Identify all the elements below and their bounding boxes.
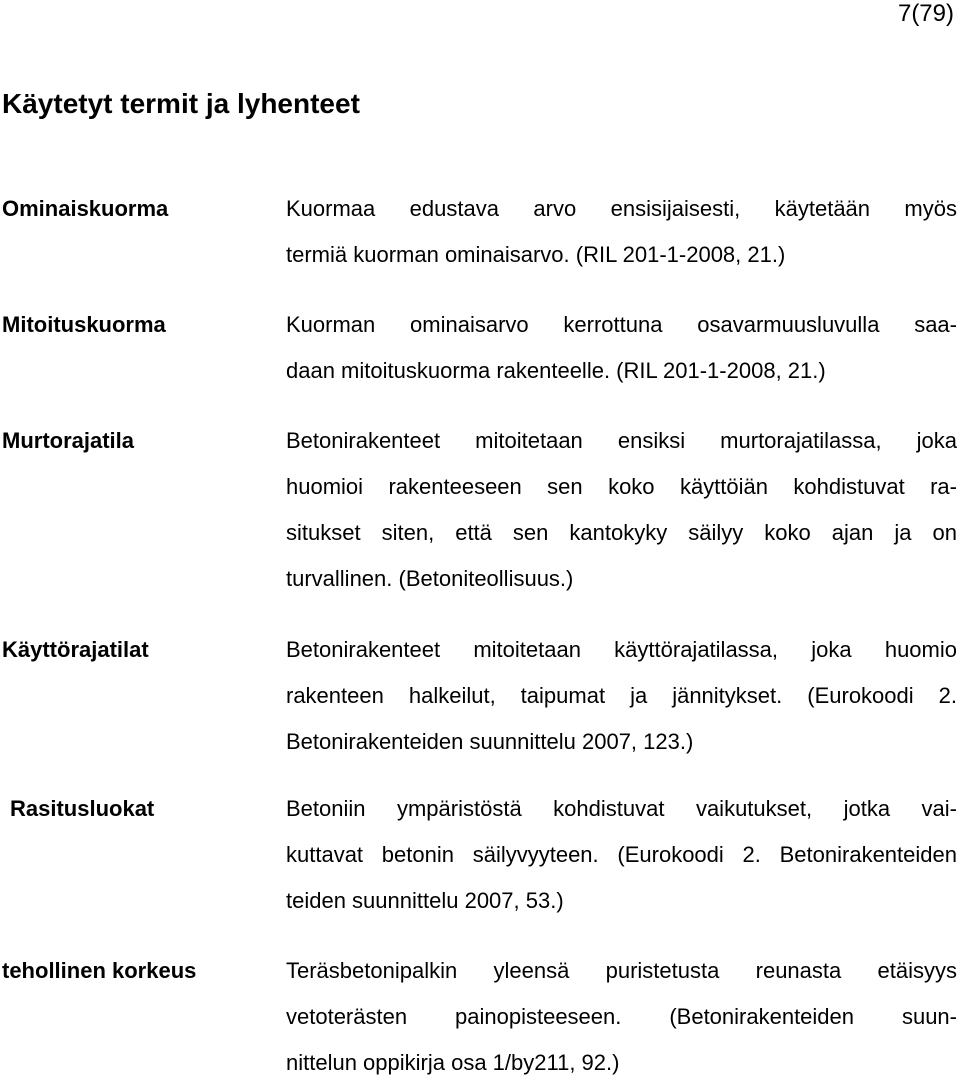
page-number: 7(79) — [897, 0, 954, 27]
term-definition — [286, 627, 957, 765]
definition-line: situkset siten, että sen kantokyky säilyy koko ajan ja on — [286, 520, 957, 545]
definition-line: vetoterästen painopisteeseen. (Betonirakenteiden suun- — [286, 1004, 957, 1029]
term-label: Ominaiskuorma — [2, 196, 169, 221]
term-definition — [286, 418, 957, 602]
definition-line: Betonirakenteet mitoitetaan käyttörajatilassa, joka huomio — [286, 637, 957, 662]
term-definition — [286, 786, 957, 924]
page-title: Käytetyt termit ja lyhenteet — [2, 88, 360, 119]
definition-line: nittelun oppikirja osa 1/by211, 92.) — [286, 1050, 620, 1075]
definition-line: Betonirakenteet mitoitetaan ensiksi murtorajatilassa, joka — [286, 428, 957, 453]
definition-line: Betoniin ympäristöstä kohdistuvat vaikutukset, jotka vai- — [286, 796, 957, 821]
term-definition — [286, 186, 957, 278]
definition-line: teiden suunnittelu 2007, 53.) — [286, 888, 564, 913]
definition-line: turvallinen. (Betoniteollisuus.) — [286, 566, 574, 591]
definition-line: Kuorman ominaisarvo kerrottuna osavarmuusluvulla saa- — [286, 312, 957, 337]
term-label: Murtorajatila — [2, 428, 135, 453]
term-definition — [286, 302, 957, 394]
definition-line: rakenteen halkeilut, taipumat ja jännitykset. (Eurokoodi 2. — [286, 683, 957, 708]
definition-line: daan mitoituskuorma rakenteelle. (RIL 201-1-2008, 21.) — [286, 358, 826, 383]
term-definition — [286, 948, 957, 1086]
definition-line: Teräsbetonipalkin yleensä puristetusta reunasta etäisyys — [286, 958, 957, 983]
term-label: Käyttörajatilat — [2, 637, 149, 662]
definition-line: Kuormaa edustava arvo ensisijaisesti, käytetään myös — [286, 196, 957, 221]
definition-line: huomioi rakenteeseen sen koko käyttöiän kohdistuvat ra- — [286, 474, 957, 499]
definition-line: kuttavat betonin säilyvyyteen. (Eurokoodi 2. Betonirakenteiden — [286, 842, 957, 867]
definition-line: termiä kuorman ominaisarvo. (RIL 201-1-2008, 21.) — [286, 242, 786, 267]
term-label: Rasitusluokat — [10, 796, 155, 821]
term-label: Mitoituskuorma — [2, 312, 166, 337]
definition-line: Betonirakenteiden suunnittelu 2007, 123.) — [286, 729, 694, 754]
term-label: tehollinen korkeus — [2, 958, 197, 983]
